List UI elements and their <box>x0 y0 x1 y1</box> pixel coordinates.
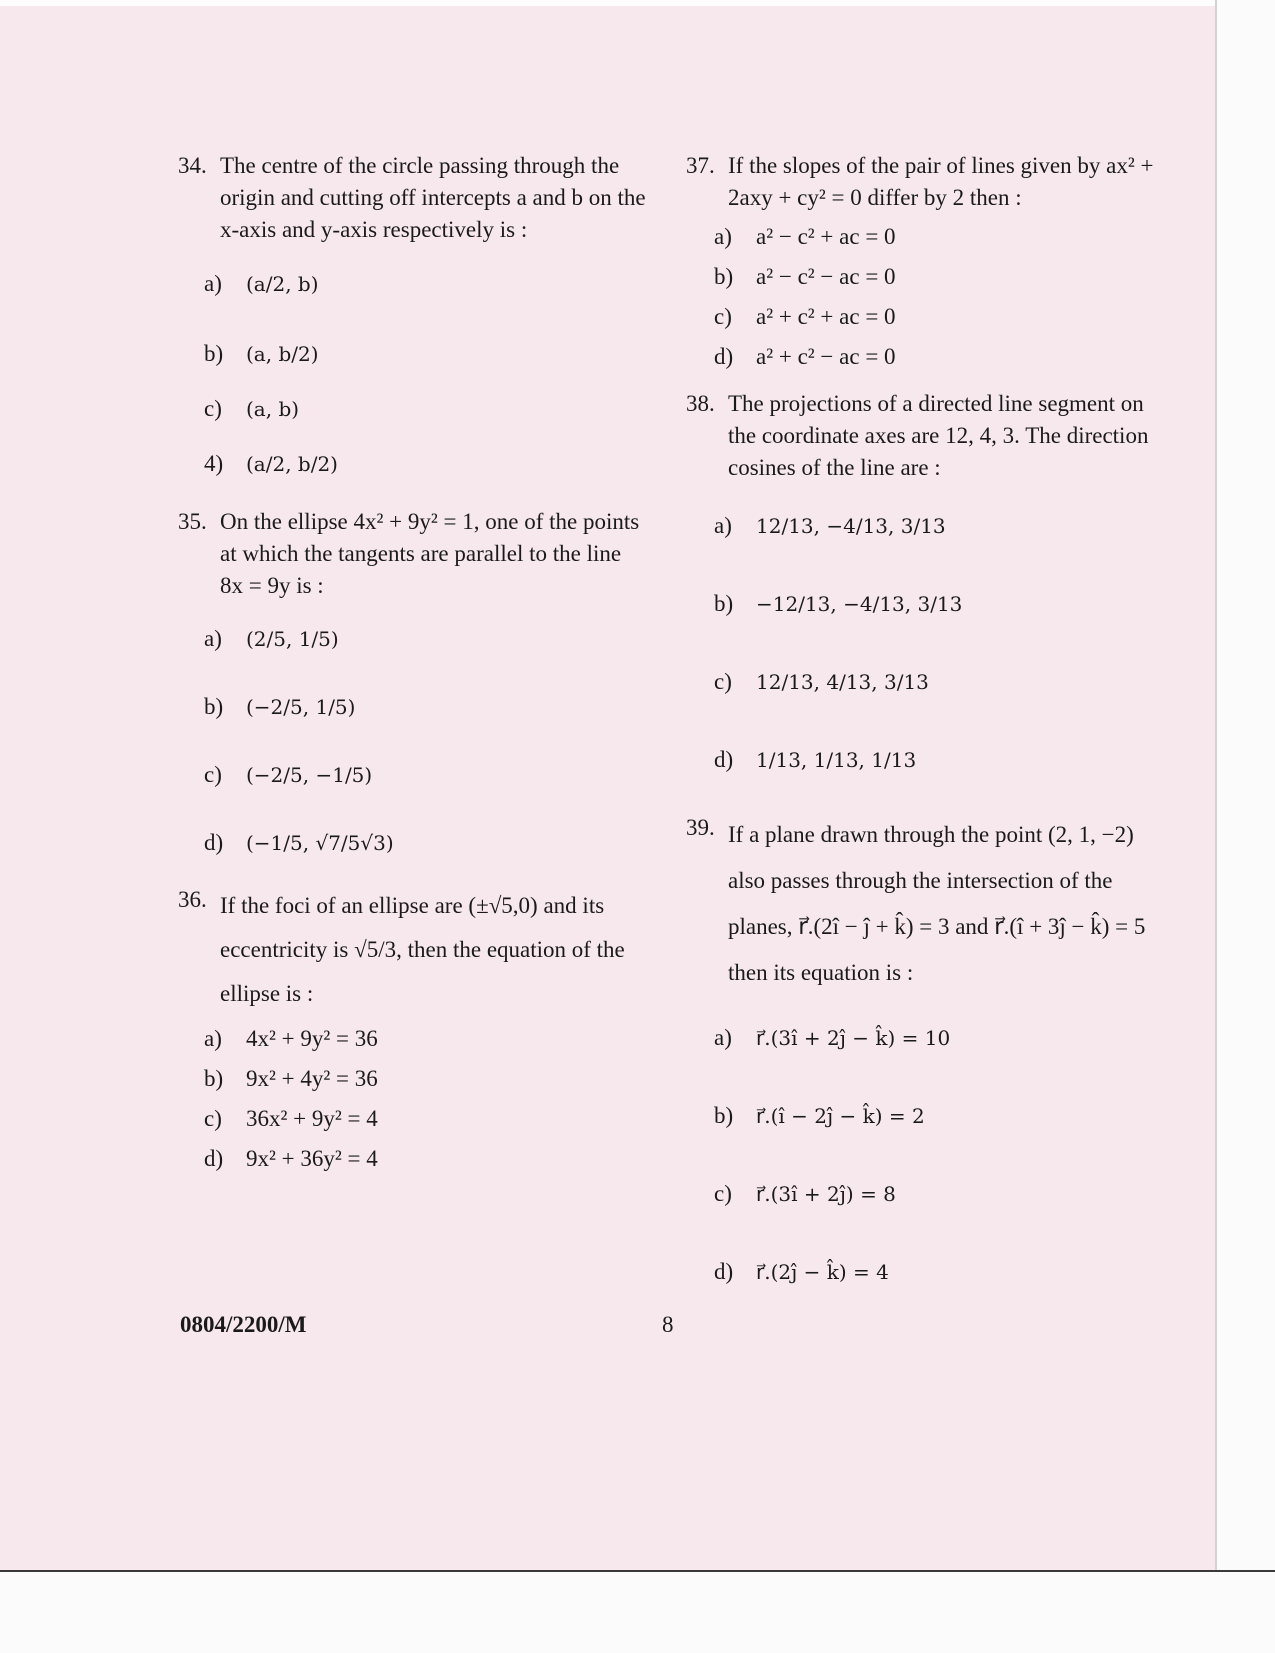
option-a <box>204 1022 648 1056</box>
option-value: (−2/5, 1/5) <box>246 695 356 719</box>
option-label: b) <box>204 694 224 719</box>
option-value: a² − c² − ac = 0 <box>756 264 896 289</box>
option-c <box>714 646 1162 718</box>
question-text: The centre of the circle passing through the origin and cutting off intercepts a and b on the x-axis and y-axis respectively is : <box>220 153 646 242</box>
option-label: d) <box>204 830 224 855</box>
question-text: If a plane drawn through the point (2, 1, −2) also passes through the intersection of the planes, r⃗.(2î − ĵ + k̂) = 3 and r⃗.(î + 3ĵ − k̂) = 5 then its equation is : <box>728 822 1146 985</box>
question-36 <box>178 884 648 1176</box>
question-38 <box>686 388 1162 796</box>
option-value: 1/13, 1/13, 1/13 <box>756 748 917 772</box>
option-label: b) <box>204 1066 224 1091</box>
option-label: c) <box>714 304 732 329</box>
question-number: 35. <box>178 509 207 534</box>
question-number: 34. <box>178 153 207 178</box>
option-value: −12/13, −4/13, 3/13 <box>756 592 963 616</box>
option-value: r⃗.(3î + 2ĵ − k̂) = 10 <box>756 1026 951 1050</box>
option-d <box>714 340 1162 374</box>
question-35 <box>178 506 648 874</box>
question-39 <box>686 812 1162 1308</box>
option-c <box>204 392 648 426</box>
option-b <box>204 1062 648 1096</box>
option-c <box>714 1158 1162 1230</box>
question-number: 39. <box>686 815 715 840</box>
option-b <box>714 568 1162 640</box>
question-37 <box>686 150 1162 374</box>
option-value: r⃗.(î − 2ĵ − k̂) = 2 <box>756 1104 925 1128</box>
option-label: c) <box>204 762 222 787</box>
option-value: r⃗.(3î + 2ĵ) = 8 <box>756 1182 896 1206</box>
option-label: c) <box>714 1181 732 1206</box>
option-label: a) <box>204 271 222 296</box>
option-label: a) <box>204 626 222 651</box>
option-label: a) <box>714 513 732 538</box>
option-c <box>714 300 1162 334</box>
option-label: c) <box>204 1106 222 1131</box>
option-a <box>714 490 1162 562</box>
option-value: (a/2, b/2) <box>246 452 338 476</box>
option-label: b) <box>204 341 224 366</box>
page-number: 8 <box>662 1312 674 1337</box>
option-value: a² − c² + ac = 0 <box>756 224 896 249</box>
question-text: On the ellipse 4x² + 9y² = 1, one of the points at which the tangents are parallel to the line 8x = 9y is : <box>220 509 640 598</box>
left-column <box>178 150 648 1186</box>
option-value: (2/5, 1/5) <box>246 627 339 651</box>
option-label: a) <box>714 224 732 249</box>
option-value: 12/13, −4/13, 3/13 <box>756 514 946 538</box>
option-value: (a, b) <box>246 397 300 421</box>
option-label: c) <box>714 669 732 694</box>
option-value: (a, b/2) <box>246 342 319 366</box>
option-label: b) <box>714 264 734 289</box>
option-value: 9x² + 36y² = 4 <box>246 1146 378 1171</box>
option-b <box>714 1080 1162 1152</box>
option-value: a² + c² − ac = 0 <box>756 344 896 369</box>
option-d <box>204 1142 648 1176</box>
option-b <box>204 676 648 738</box>
option-label: c) <box>204 396 222 421</box>
option-label: d) <box>204 1146 224 1171</box>
option-value: r⃗.(2ĵ − k̂) = 4 <box>756 1260 889 1284</box>
option-d <box>714 1236 1162 1308</box>
option-label: 4) <box>204 451 224 476</box>
option-b <box>204 322 648 386</box>
option-a <box>204 252 648 316</box>
option-label: b) <box>714 1103 734 1128</box>
page-right-edge <box>1215 0 1275 1651</box>
option-c <box>204 1102 648 1136</box>
option-d <box>714 724 1162 796</box>
option-value: (−1/5, √7/5√3) <box>246 831 394 855</box>
question-text: If the foci of an ellipse are (±√5,0) and its eccentricity is √5/3, then the equation of the ellipse is : <box>220 893 625 1006</box>
option-b <box>714 260 1162 294</box>
option-label: d) <box>714 1259 734 1284</box>
option-value: 9x² + 4y² = 36 <box>246 1066 378 1091</box>
option-a <box>714 220 1162 254</box>
option-value: 4x² + 9y² = 36 <box>246 1026 378 1051</box>
option-label: b) <box>714 591 734 616</box>
option-a <box>714 1002 1162 1074</box>
question-number: 38. <box>686 391 715 416</box>
question-text: The projections of a directed line segment on the coordinate axes are 12, 4, 3. The direction cosines of the line are : <box>728 391 1149 480</box>
page-bottom-edge <box>0 1570 1275 1653</box>
option-a <box>204 608 648 670</box>
option-label: a) <box>714 1025 732 1050</box>
option-d <box>204 812 648 874</box>
question-number: 37. <box>686 153 715 178</box>
right-column <box>686 150 1162 1318</box>
question-text: If the slopes of the pair of lines given by ax² + 2axy + cy² = 0 differ by 2 then : <box>728 153 1154 210</box>
question-34 <box>178 150 648 496</box>
option-d <box>204 432 648 496</box>
question-number: 36. <box>178 887 207 912</box>
option-label: d) <box>714 747 734 772</box>
option-label: d) <box>714 344 734 369</box>
option-value: (a/2, b) <box>246 272 319 296</box>
option-label: a) <box>204 1026 222 1051</box>
option-value: (−2/5, −1/5) <box>246 763 373 787</box>
option-value: 12/13, 4/13, 3/13 <box>756 670 929 694</box>
option-c <box>204 744 648 806</box>
option-value: 36x² + 9y² = 4 <box>246 1106 378 1131</box>
page-top-edge <box>0 0 1275 6</box>
option-value: a² + c² + ac = 0 <box>756 304 896 329</box>
paper-code: 0804/2200/M <box>180 1312 307 1337</box>
